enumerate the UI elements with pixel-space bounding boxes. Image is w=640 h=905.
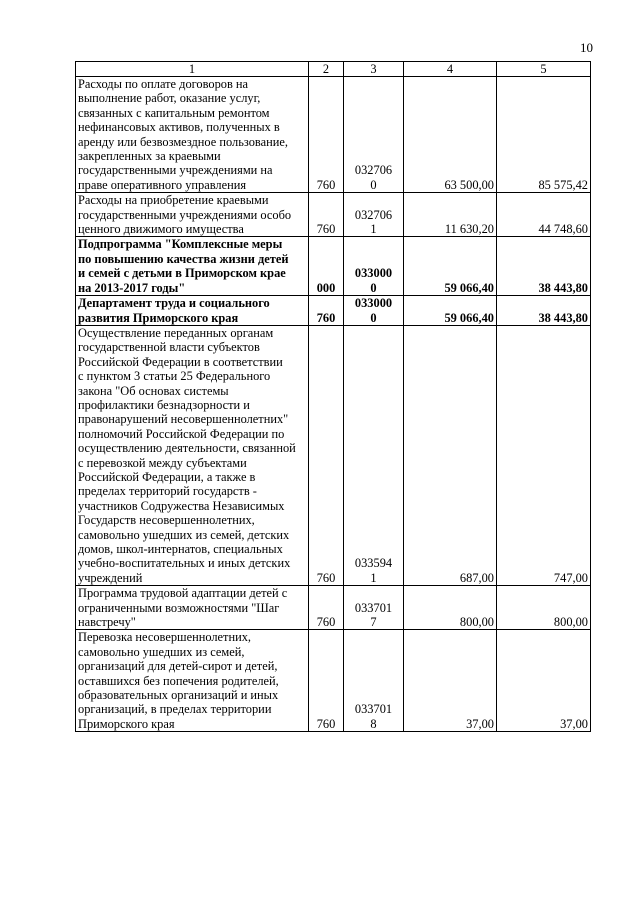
row-sum1-cell: 37,00 bbox=[404, 630, 497, 732]
row-sum1-cell: 63 500,00 bbox=[404, 77, 497, 193]
table-row bbox=[76, 296, 591, 326]
row-sum2-cell: 37,00 bbox=[497, 630, 591, 732]
row-code-cell: 760 bbox=[309, 630, 344, 732]
row-sum2-cell: 38 443,80 bbox=[497, 296, 591, 326]
row-target-cell: 033000 0 bbox=[344, 237, 404, 296]
row-sum1-cell: 11 630,20 bbox=[404, 193, 497, 237]
row-target-cell: 032706 1 bbox=[344, 193, 404, 237]
row-sum1-cell: 687,00 bbox=[404, 325, 497, 585]
row-name-cell: Осуществление переданных органам государственной власти субъектов Российской Федерации в соответствии с пунктом 3 статьи 25 Федерального закона "Об основах системы профилактики безнадзорности и правонарушений несовершеннолетних" полномочий Российской Федерации по осуществлению деятельности, связанной с перевозкой между субъектами Российской Федерации, а также в пределах территорий государств - участников Содружества Независимых Государств несовершеннолетних, самовольно ушедших из семей, детских домов, школ-интернатов, специальных учебно-воспитательных и иных детских учреждений bbox=[76, 325, 309, 585]
header-cell: 5 bbox=[497, 62, 591, 77]
row-code-cell: 000 bbox=[309, 237, 344, 296]
table-row bbox=[76, 237, 591, 296]
row-target-cell: 033000 0 bbox=[344, 296, 404, 326]
table-row bbox=[76, 586, 591, 630]
row-sum1-cell: 59 066,40 bbox=[404, 296, 497, 326]
row-name-cell: Перевозка несовершеннолетних, самовольно ушедших из семей, организаций для детей-сирот и детей, оставшихся без попечения родителей, образовательных организаций и иных организаций, в пределах территории Приморского края bbox=[76, 630, 309, 732]
row-code-cell: 760 bbox=[309, 193, 344, 237]
row-sum1-cell: 59 066,40 bbox=[404, 237, 497, 296]
row-sum1-cell: 800,00 bbox=[404, 586, 497, 630]
budget-table bbox=[75, 61, 591, 732]
row-sum2-cell: 85 575,42 bbox=[497, 77, 591, 193]
header-cell: 4 bbox=[404, 62, 497, 77]
table-body bbox=[76, 77, 591, 732]
row-name-cell: Расходы по оплате договоров на выполнение работ, оказание услуг, связанных с капитальным ремонтом нефинансовых активов, полученных в аренду или безвозмездное пользование, закрепленных за краевыми государственными учреждениями на праве оперативного управления bbox=[76, 77, 309, 193]
table-row bbox=[76, 77, 591, 193]
table-row bbox=[76, 193, 591, 237]
table-row bbox=[76, 325, 591, 585]
row-name-cell: Расходы на приобретение краевыми государственными учреждениями особо ценного движимого имущества bbox=[76, 193, 309, 237]
row-target-cell: 032706 0 bbox=[344, 77, 404, 193]
row-name-cell: Подпрограмма "Комплексные меры по повышению качества жизни детей и семей с детьми в Приморском крае на 2013-2017 годы" bbox=[76, 237, 309, 296]
row-code-cell: 760 bbox=[309, 77, 344, 193]
header-cell: 3 bbox=[344, 62, 404, 77]
page-number: 10 bbox=[580, 40, 593, 55]
header-row bbox=[76, 62, 591, 77]
header-cell: 2 bbox=[309, 62, 344, 77]
row-name-cell: Программа трудовой адаптации детей с ограниченными возможностями "Шаг навстречу" bbox=[76, 586, 309, 630]
row-name-cell: Департамент труда и социального развития Приморского края bbox=[76, 296, 309, 326]
row-sum2-cell: 747,00 bbox=[497, 325, 591, 585]
row-code-cell: 760 bbox=[309, 325, 344, 585]
row-code-cell: 760 bbox=[309, 586, 344, 630]
row-code-cell: 760 bbox=[309, 296, 344, 326]
row-sum2-cell: 44 748,60 bbox=[497, 193, 591, 237]
table-row bbox=[76, 630, 591, 732]
row-target-cell: 033701 7 bbox=[344, 586, 404, 630]
row-target-cell: 033701 8 bbox=[344, 630, 404, 732]
row-target-cell: 033594 1 bbox=[344, 325, 404, 585]
row-sum2-cell: 800,00 bbox=[497, 586, 591, 630]
row-sum2-cell: 38 443,80 bbox=[497, 237, 591, 296]
header-cell: 1 bbox=[76, 62, 309, 77]
